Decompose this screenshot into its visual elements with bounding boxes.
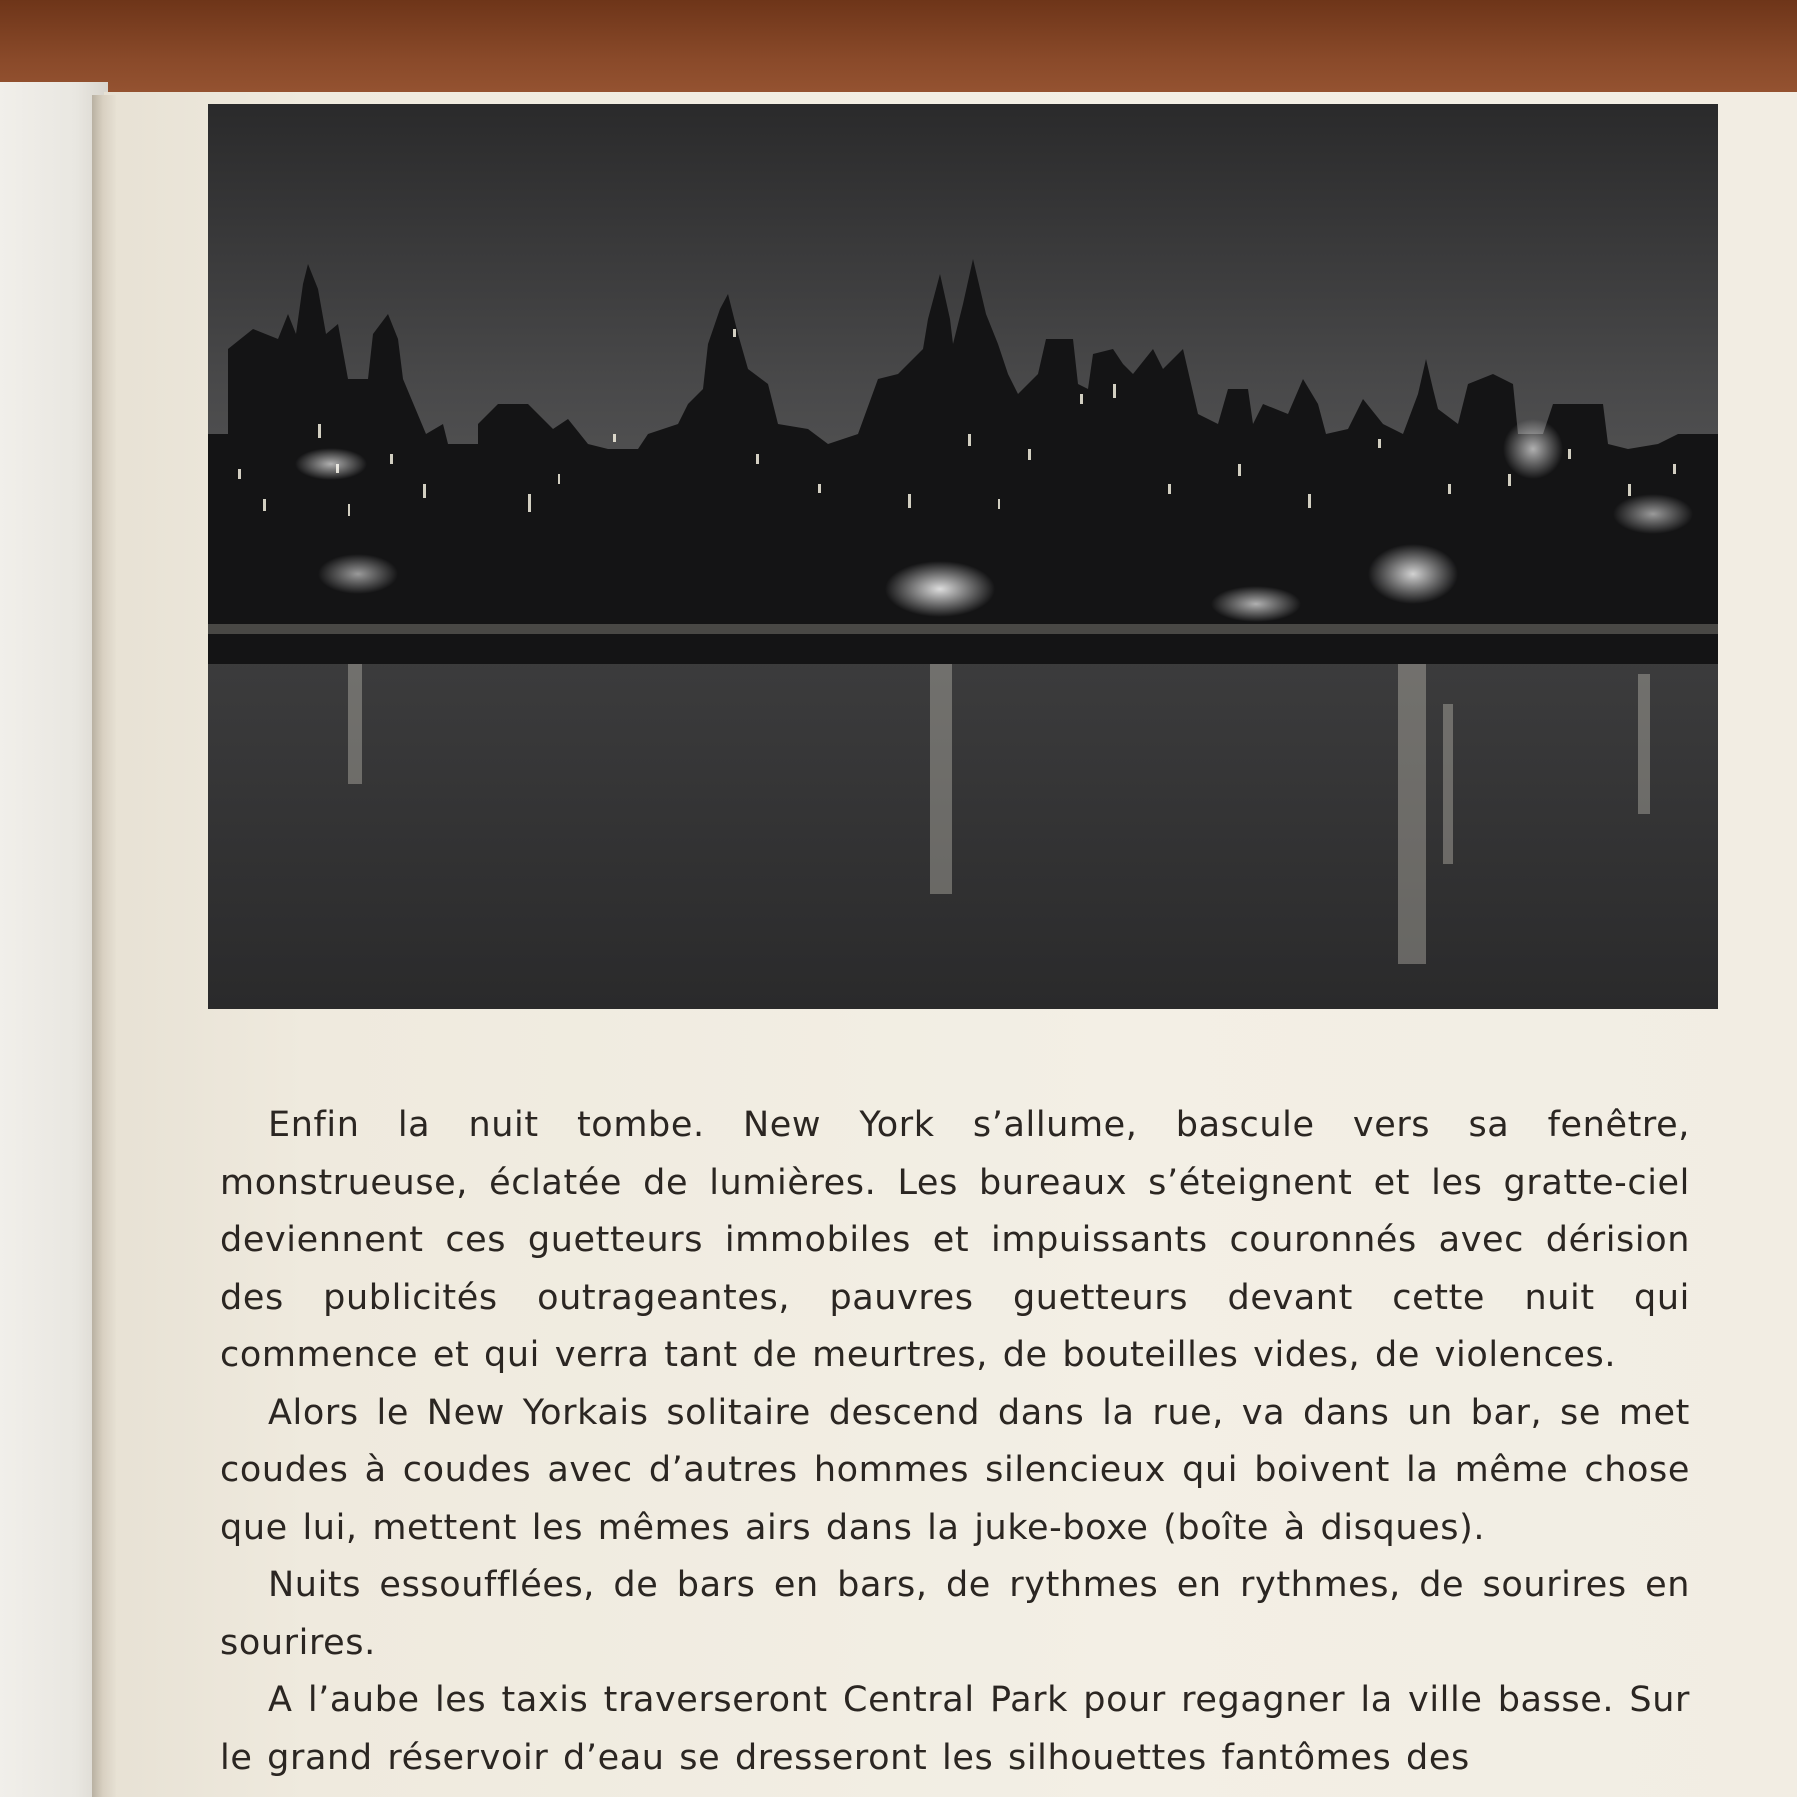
paragraph: A l’aube les taxis traverseront Central Park pour regagner la ville basse. Sur le grand réservoir d’eau se dresseront les silhouettes fantômes des (220, 1680, 1690, 1778)
paragraph: Alors le New Yorkais solitaire descend dans la rue, va dans un bar, se met coudes à coudes avec d’autres hommes silencieux qui boivent la même chose que lui, mettent les mêmes airs dans la juke-boxe (boîte à disques). (220, 1392, 1690, 1548)
body-text (220, 1097, 1690, 1787)
paragraph: Nuits essoufflées, de bars en bars, de rythmes en rythmes, de sourires en sourires. (220, 1565, 1690, 1663)
night-skyline-photograph (208, 104, 1718, 1009)
book-gutter (92, 95, 116, 1797)
paragraph: Enfin la nuit tombe. New York s’allume, bascule vers sa fenêtre, monstrueuse, éclatée de lumières. Les bureaux s’éteignent et les gratte-ciel deviennent ces guetteurs immobiles et impuissants couronnés avec dérision des publicités outrageantes, pauvres guetteurs devant cette nuit qui commence et qui verra tant de meurtres, de bouteilles vides, de violences. (220, 1105, 1690, 1375)
